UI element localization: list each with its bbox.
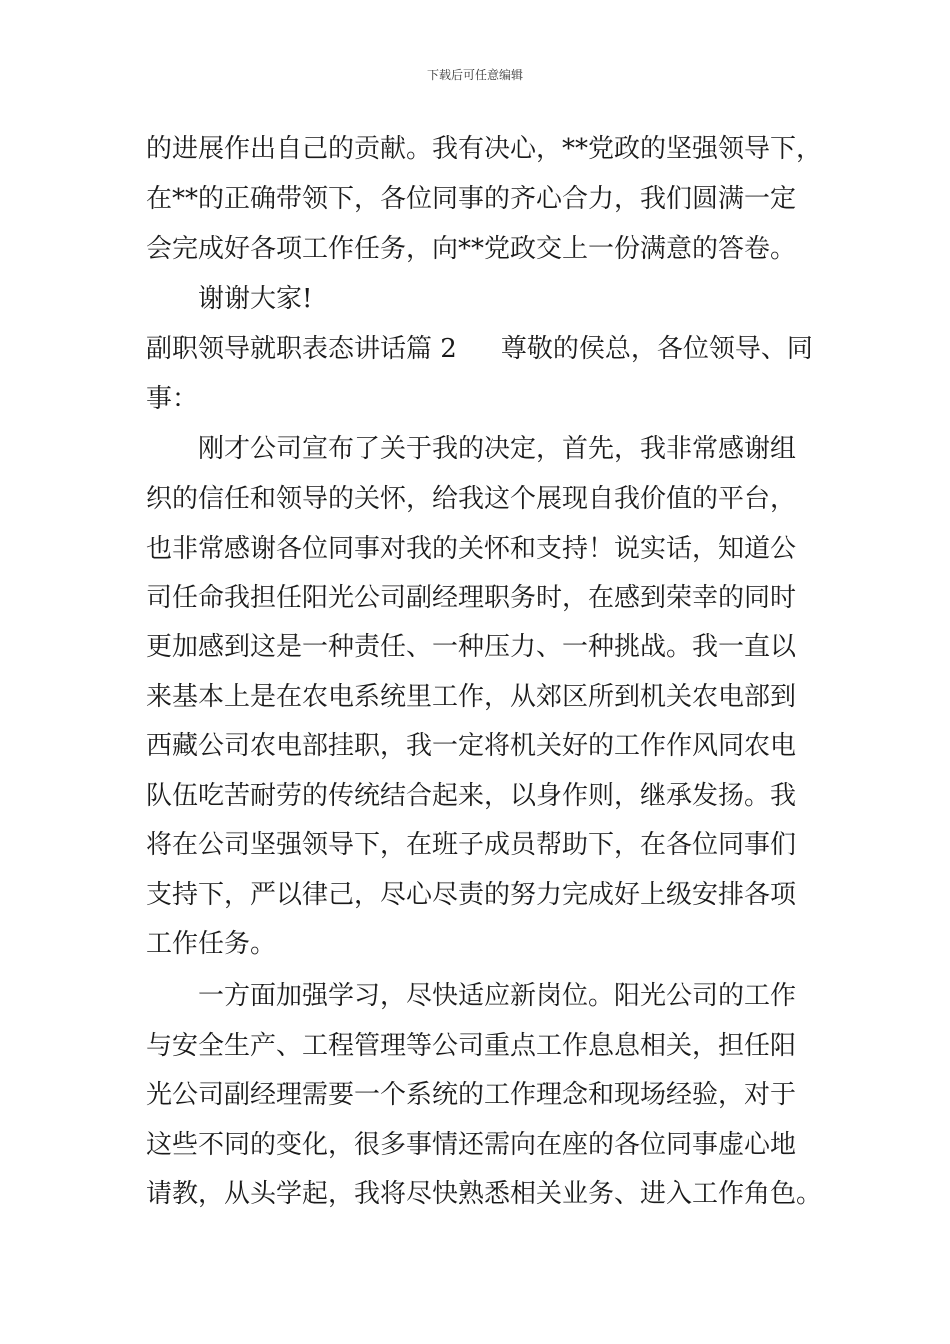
text-line: 会完成好各项工作任务，向**党政交上一份满意的答卷。 [146,234,797,264]
page-header-note: 下载后可任意编辑 [426,68,523,82]
text-line: 事： [146,384,199,414]
salutation-start: 尊敬的侯总，各位领导、同 [500,334,813,364]
text-line: 将在公司坚强领导下，在班子成员帮助下，在各位同事们 [146,830,797,860]
text-line: 织的信任和领导的关怀，给我这个展现自我价值的平台， [146,484,797,514]
text-line: 光公司副经理需要一个系统的工作理念和现场经验，对于 [146,1080,797,1110]
text-line: 工作任务。 [146,929,277,959]
text-line: 一方面加强学习，尽快适应新岗位。阳光公司的工作 [198,981,797,1011]
section-title-line [146,334,813,364]
text-line: 来基本上是在农电系统里工作，从郊区所到机关农电部到 [146,682,797,712]
section-title: 副职领导就职表态讲话篇 2 [146,334,457,364]
text-line: 请教，从头学起，我将尽快熟悉相关业务、进入工作角色。 [146,1179,823,1209]
text-line: 刚才公司宣布了关于我的决定，首先，我非常感谢组 [198,434,797,464]
text-line: 支持下，严以律己，尽心尽责的努力完成好上级安排各项 [146,880,797,910]
text-line: 谢谢大家! [198,284,313,314]
text-line: 也非常感谢各位同事对我的关怀和支持！说实话，知道公 [146,534,797,564]
text-line: 西藏公司农电部挂职，我一定将机关好的工作作风同农电 [146,731,797,761]
text-line: 司任命我担任阳光公司副经理职务时，在感到荣幸的同时 [146,583,797,613]
text-line: 更加感到这是一种责任、一种压力、一种挑战。我一直以 [146,632,797,662]
text-line: 与安全生产、工程管理等公司重点工作息息相关，担任阳 [146,1031,797,1061]
text-line: 的进展作出自己的贡献。我有决心，**党政的坚强领导下， [146,134,823,164]
text-line: 这些不同的变化，很多事情还需向在座的各位同事虚心地 [146,1130,797,1160]
text-line: 在**的正确带领下，各位同事的齐心合力，我们圆满一定 [146,184,797,214]
text-line: 队伍吃苦耐劳的传统结合起来，以身作则，继承发扬。我 [146,781,797,811]
